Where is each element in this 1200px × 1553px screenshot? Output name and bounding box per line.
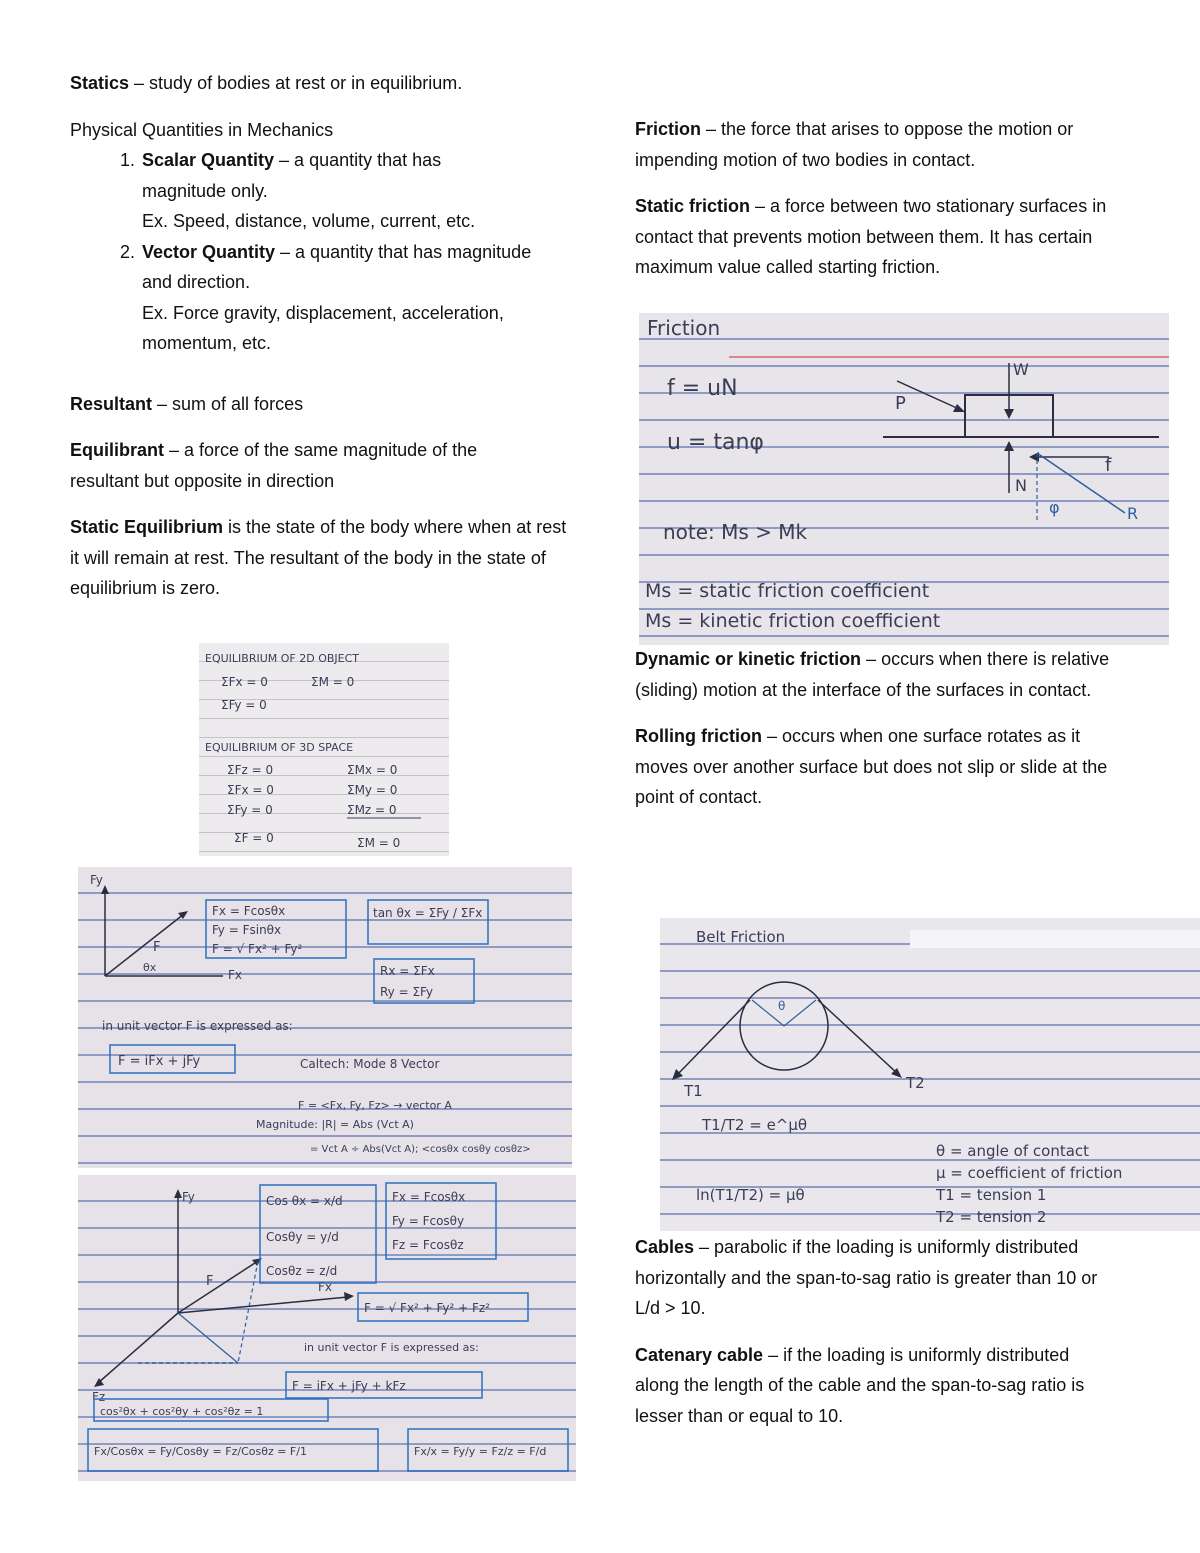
- v3d-fz: Fz = Fcosθz: [392, 1238, 464, 1252]
- eq-3d-f: ΣF = 0: [234, 831, 274, 845]
- eq-2d-fx: ΣFx = 0: [221, 675, 268, 689]
- catenary-def: – if the loading is uniformly distributed along the length of the cable and the span-to-sag ratio is lesser than or equal to 10.: [635, 1344, 1085, 1426]
- v3d-cos-sum: cos²θx + cos²θy + cos²θz = 1: [100, 1405, 264, 1418]
- v3d-f-mag: F = √ Fx² + Fy² + Fz²: [364, 1301, 490, 1315]
- cables-def: – parabolic if the loading is uniformly distributed horizontally and the span-to-sag ratio is greater than 10 or L/d > 10.: [635, 1237, 1098, 1318]
- v2d-unit-note: in unit vector F is expressed as:: [102, 1019, 293, 1033]
- dynamic-def: – occurs when there is relative (sliding) motion at the interface of the surfaces in contact.: [635, 649, 1110, 700]
- friction-note-title: Friction: [647, 316, 721, 340]
- v2d-axis-fx: Fx: [228, 968, 243, 982]
- vector-2d-note-photo: [78, 867, 572, 1168]
- v3d-fy: Fy = Fcosθy: [392, 1214, 465, 1228]
- friction-label-p: P: [895, 393, 906, 414]
- scalar-def: – a quantity that has magnitude only.: [142, 150, 442, 201]
- v3d-axis-fz: Fz: [92, 1390, 106, 1404]
- belt-friction-note-photo: [660, 918, 1200, 1231]
- v2d-axis-fy: Fy: [90, 873, 103, 887]
- static-friction-def: – a force between two stationary surfaces in contact that prevents motion between them. It has certain maximum value called starting friction.: [635, 196, 1107, 277]
- belt-title: Belt Friction: [696, 928, 786, 946]
- static-eq-def: is the state of the body where when at rest it will remain at rest. The resultant of the body in the state of equilibrium is zero.: [70, 517, 567, 598]
- v2d-rx-eq: Rx = ΣFx: [380, 964, 435, 978]
- friction-mu-eq: u = tanφ: [667, 430, 764, 455]
- v2d-calc-note: Caltech: Mode 8 Vector: [300, 1057, 440, 1071]
- dynamic-friction-definition: [635, 644, 1135, 705]
- v3d-axis-fy: Fy: [182, 1190, 195, 1204]
- right-column-text-bottom: [635, 1232, 1115, 1447]
- v3d-unit-eq: F = iFx + jFy + kFz: [292, 1379, 406, 1393]
- v3d-ratio-1: Fx/Cosθx = Fy/Cosθy = Fz/Cosθz = F/1: [94, 1445, 307, 1458]
- v3d-cos-z: Cosθz = z/d: [266, 1264, 338, 1278]
- v3d-ratio-2: Fx/x = Fy/y = Fz/z = F/d: [414, 1445, 547, 1458]
- friction-term: Friction: [635, 119, 701, 139]
- resultant-term: Resultant: [70, 393, 153, 414]
- friction-label-w: W: [1013, 360, 1029, 379]
- right-column-text-top: [635, 114, 1135, 299]
- static-equilibrium-definition: [70, 512, 570, 604]
- equilibrant-definition: [70, 435, 550, 496]
- rolling-term: Rolling friction: [635, 726, 762, 746]
- rolling-def: – occurs when one surface rotates as it moves over another surface but does not slip or slide at the point of contact.: [635, 726, 1108, 807]
- v3d-label-f: F: [206, 1274, 214, 1289]
- belt-label-theta: θ: [778, 999, 786, 1013]
- belt-def-mu: μ = coefficient of friction: [936, 1164, 1123, 1182]
- dynamic-term: Dynamic or kinetic friction: [635, 649, 862, 669]
- vector-3d-note-photo: [78, 1175, 576, 1481]
- eq-3d-mz: ΣMz = 0: [347, 803, 397, 817]
- equilibrant-term: Equilibrant: [70, 440, 164, 460]
- eq-2d-m: ΣM = 0: [311, 675, 355, 689]
- physical-quantities-heading: Physical Quantities in Mechanics: [70, 119, 334, 140]
- eq-3d-fx: ΣFx = 0: [227, 783, 274, 797]
- resultant-definition: [70, 389, 570, 420]
- friction-label-r: R: [1127, 504, 1139, 523]
- rolling-friction-definition: [635, 721, 1135, 813]
- belt-t2: T2: [906, 1074, 925, 1092]
- eq-3d-fy: ΣFy = 0: [227, 803, 273, 817]
- catenary-definition: [635, 1340, 1115, 1432]
- v2d-fx-eq: Fx = Fcosθx: [212, 904, 286, 918]
- statics-definition: [70, 68, 570, 99]
- statics-def: – study of bodies at rest or in equilibrium.: [129, 73, 463, 93]
- friction-label-n: N: [1015, 476, 1027, 495]
- belt-def-t2: T2 = tension 2: [936, 1208, 1047, 1226]
- v2d-direction: = Vct A ÷ Abs(Vct A); <cosθx cosθy cosθz>: [310, 1144, 531, 1155]
- cables-term: Cables: [635, 1237, 695, 1257]
- scalar-example: Ex. Speed, distance, volume, current, etc.: [142, 211, 476, 231]
- eq-3d-m: ΣM = 0: [357, 836, 401, 850]
- friction-ms-def: Ms = static friction coefficient: [645, 580, 930, 602]
- friction-label-phi: φ: [1049, 498, 1060, 517]
- v3d-axis-fx: Fx: [318, 1280, 333, 1294]
- v2d-vector-a: F = <Fx, Fy, Fz> → vector A: [298, 1099, 452, 1112]
- v3d-fx: Fx = Fcosθx: [392, 1190, 466, 1204]
- vector-term: Vector Quantity: [142, 241, 276, 262]
- v2d-ry-eq: Ry = ΣFy: [380, 985, 433, 999]
- eq-2d-fy: ΣFy = 0: [221, 698, 267, 712]
- eq-2d-title: EQUILIBRIUM OF 2D OBJECT: [205, 652, 359, 665]
- static-friction-term: Static friction: [635, 196, 751, 216]
- v2d-fy-eq: Fy = Fsinθx: [212, 923, 282, 937]
- friction-label-f: f: [1105, 455, 1112, 476]
- catenary-term: Catenary cable: [635, 1344, 764, 1365]
- vector-example: Ex. Force gravity, displacement, acceleration, momentum, etc.: [142, 302, 504, 353]
- v2d-unit-eq: F = iFx + jFy: [118, 1054, 201, 1069]
- v3d-cos-x: Cos θx = x/d: [266, 1194, 343, 1208]
- friction-note-photo: [639, 313, 1169, 645]
- list-item-vector: [140, 237, 562, 359]
- belt-def-theta: θ = angle of contact: [936, 1142, 1090, 1160]
- friction-note-comparison: note: Ms > Mk: [663, 520, 808, 544]
- v3d-cos-y: Cosθy = y/d: [266, 1230, 339, 1244]
- eq-3d-my: ΣMy = 0: [347, 783, 398, 797]
- friction-def: – the force that arises to oppose the motion or impending motion of two bodies in contact.: [635, 119, 1074, 170]
- equilibrant-def: – a force of the same magnitude of the resultant but opposite in direction: [70, 440, 478, 491]
- v2d-magnitude: Magnitude: |R| = Abs (Vct A): [256, 1118, 414, 1131]
- belt-ln-eq: ln(T1/T2) = μθ: [696, 1186, 805, 1204]
- v2d-label-f: F: [153, 940, 161, 955]
- list-item-scalar: [140, 145, 500, 237]
- friction-f-eq: f = uN: [667, 376, 738, 401]
- resultant-def: – sum of all forces: [152, 393, 304, 414]
- static-eq-term: Static Equilibrium: [70, 517, 224, 537]
- eq-3d-mx: ΣMx = 0: [347, 763, 398, 777]
- friction-mk-def: Ms = kinetic friction coefficient: [645, 610, 941, 632]
- vector-def: – a quantity that has magnitude and direction.: [142, 241, 532, 292]
- belt-def-t1: T1 = tension 1: [936, 1186, 1047, 1204]
- friction-definition: [635, 114, 1135, 175]
- v3d-unit-note: in unit vector F is expressed as:: [304, 1341, 479, 1354]
- statics-term: Statics: [70, 73, 130, 93]
- cables-definition: [635, 1232, 1115, 1324]
- quantities-list: [70, 145, 532, 359]
- belt-t1: T1: [684, 1082, 703, 1100]
- v2d-label-theta: θx: [143, 961, 157, 974]
- v2d-tan-eq: tan θx = ΣFy / ΣFx: [373, 906, 483, 920]
- belt-ratio-eq: T1/T2 = e^μθ: [702, 1116, 808, 1134]
- eq-3d-title: EQUILIBRIUM OF 3D SPACE: [205, 741, 354, 754]
- v2d-f-eq: F = √ Fx² + Fy²: [212, 942, 303, 956]
- static-friction-definition: [635, 191, 1115, 283]
- left-column-text: [70, 68, 570, 620]
- right-column-text-mid: [635, 644, 1135, 829]
- scalar-term: Scalar Quantity: [142, 150, 275, 170]
- eq-3d-fz: ΣFz = 0: [227, 763, 274, 777]
- equilibrium-note-photo: [199, 643, 449, 856]
